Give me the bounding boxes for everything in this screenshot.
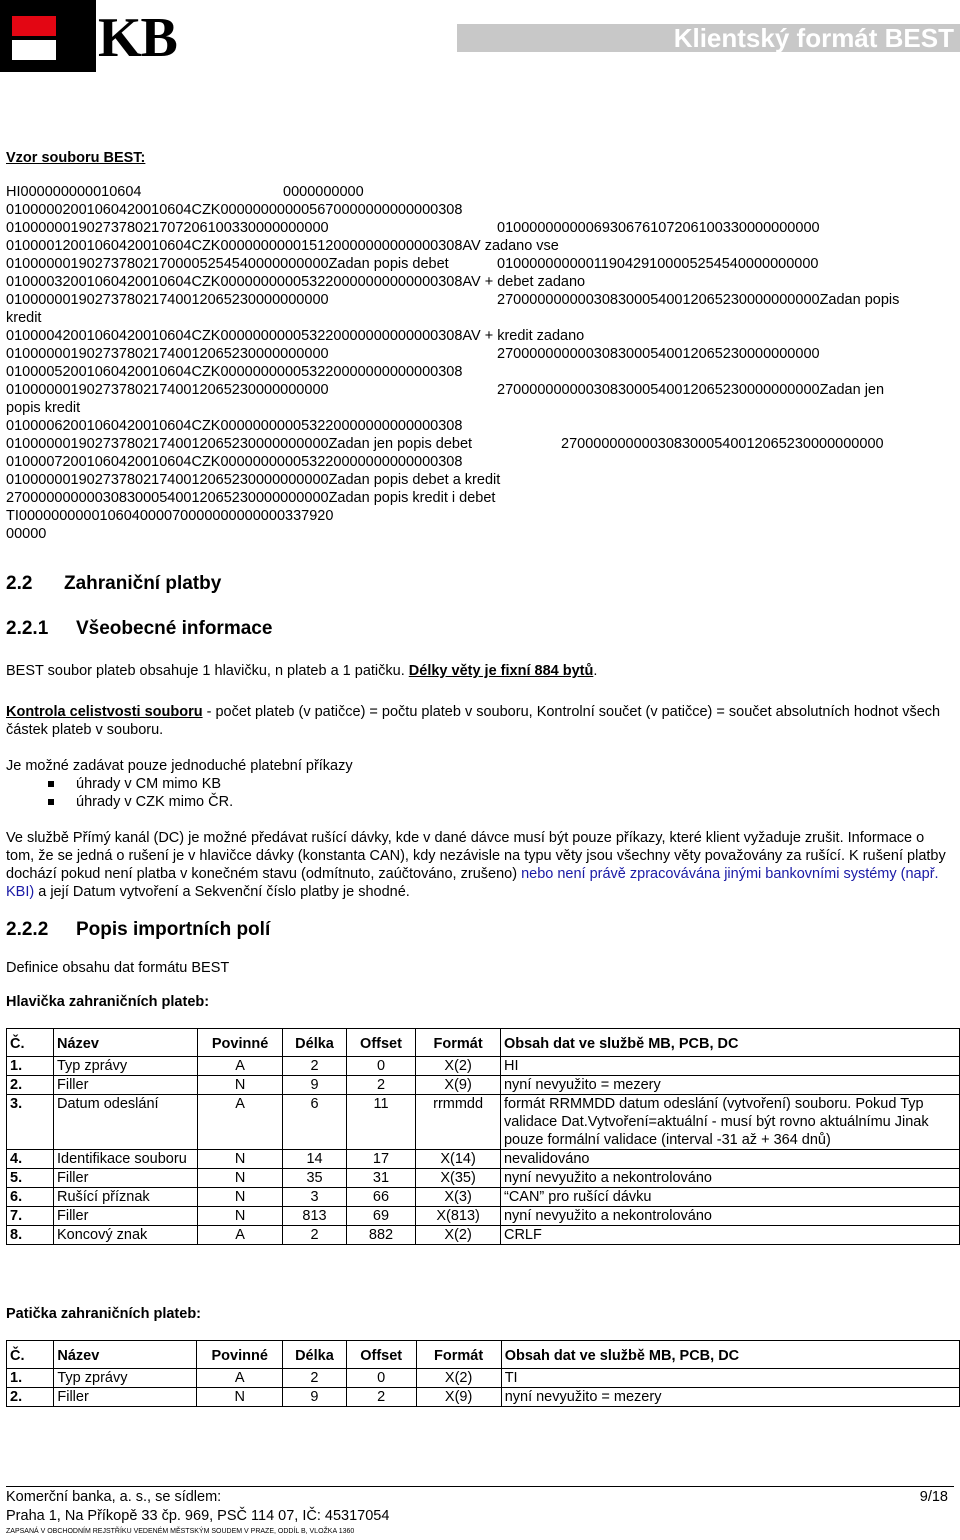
section-number: 2.2: [6, 573, 33, 594]
table-row: [7, 1369, 960, 1388]
sample-line: TI000000000010604000070000000000000337920: [6, 508, 334, 524]
document-title-bar: [457, 24, 960, 52]
table-row: [7, 1076, 960, 1095]
paragraph-best-structure: BEST soubor plateb obsahuje 1 hlavičku, n plateb a 1 patičku. Délky věty je fixní 884 bytů.: [6, 663, 598, 679]
table-cell: nevalidováno: [500, 1150, 959, 1169]
table-cell: Filler: [53, 1207, 197, 1226]
sample-file-lines: [6, 183, 956, 543]
table-cell: Typ zprávy: [53, 1057, 197, 1076]
footer-fields-table: [6, 1340, 960, 1407]
section-number: 2.2.1: [6, 618, 49, 639]
table-cell: 11: [346, 1095, 415, 1150]
footer-address: Praha 1, Na Příkopě 33 čp. 969, PSČ 114 07, IČ: 45317054: [6, 1508, 390, 1524]
section-number: 2.2.2: [6, 919, 49, 940]
table-cell: N: [197, 1207, 282, 1226]
table-cell: 66: [346, 1188, 415, 1207]
column-header: Č.: [7, 1341, 54, 1369]
sample-line: 0100000019027378021740012065230000000000 2700000000003083000540012065230000000000Zadan popis: [6, 292, 900, 308]
sample-line: popis kredit: [6, 400, 81, 416]
table-cell: Datum odeslání: [53, 1095, 197, 1150]
table-cell: Filler: [53, 1076, 197, 1095]
header-table-caption: Hlavička zahraničních plateb:: [6, 994, 210, 1010]
table-cell: 2: [283, 1369, 347, 1388]
table-row: [7, 1388, 960, 1407]
table-cell: TI: [501, 1369, 959, 1388]
table-cell: 2.: [7, 1076, 54, 1095]
section-2-2-2-heading: [6, 919, 270, 941]
sample-line: 0100000200106042001060​4CZK000000000005670000000000000308: [6, 202, 463, 218]
table-cell: X(813): [416, 1207, 501, 1226]
table-cell: Typ zprávy: [54, 1369, 197, 1388]
footer-divider: [6, 1486, 954, 1487]
kb-logo-mark: [0, 0, 96, 72]
table-cell: 3.: [7, 1095, 54, 1150]
table-cell: X(3): [416, 1188, 501, 1207]
sample-line: 0100000019027378021740012065230000000000Zadan popis debet a kredit: [6, 472, 501, 488]
table-cell: 2: [283, 1226, 347, 1245]
column-header: Název: [54, 1341, 197, 1369]
table-cell: A: [197, 1369, 283, 1388]
table-cell: 0: [346, 1369, 416, 1388]
column-header: Obsah dat ve službě MB, PCB, DC: [501, 1341, 959, 1369]
table-cell: X(2): [416, 1057, 501, 1076]
table-cell: 69: [346, 1207, 415, 1226]
table-cell: rrmmdd: [416, 1095, 501, 1150]
column-header: Povinné: [197, 1029, 282, 1057]
table-cell: 2: [346, 1388, 416, 1407]
column-header: Offset: [346, 1341, 416, 1369]
table-cell: 5.: [7, 1169, 54, 1188]
table-cell: CRLF: [500, 1226, 959, 1245]
table-cell: X(14): [416, 1150, 501, 1169]
table-cell: 2.: [7, 1388, 54, 1407]
table-cell: 31: [346, 1169, 415, 1188]
table-cell: 0: [346, 1057, 415, 1076]
highlighted-text: nebo není právě zpracovávána jinými bankovními systémy (např. KBI): [6, 866, 939, 900]
table-cell: 882: [346, 1226, 415, 1245]
paragraph-simple-orders: Je možné zadávat pouze jednoduché platební příkazy úhrady v CM mimo KB úhrady v CZK mimo ČR.: [6, 757, 954, 811]
table-cell: 1.: [7, 1057, 54, 1076]
paragraph-definition: Definice obsahu dat formátu BEST: [6, 960, 230, 976]
table-cell: formát RRMMDD datum odeslání (vytvoření) souboru. Pokud Typ validace Dat.Vytvoření=aktuální - musí být rovno aktuálnímu Jinak pouze formální validace (interval -31 až + 364 dnů): [500, 1095, 959, 1150]
table-cell: 17: [346, 1150, 415, 1169]
table-cell: 6.: [7, 1188, 54, 1207]
sample-line: 01000072001060420010604CZK000000000053220000000000000308: [6, 454, 463, 470]
section-title: Zahraniční platby: [64, 573, 222, 594]
fixed-length-note: Délky věty je fixní 884 bytů: [408, 663, 594, 679]
column-header: Název: [53, 1029, 197, 1057]
logo-white-block: [12, 40, 56, 60]
sample-line: 0100000019027378021740012065230000000000Zadan jen popis debet 2700000000003083000540012065230000000000: [6, 436, 884, 452]
sample-line: 0100000019027378021740012065230000000000 2700000000003083000540012065230000000000Zadan jen: [6, 382, 885, 398]
sample-line: kredit: [6, 310, 42, 326]
table-cell: 4.: [7, 1150, 54, 1169]
section-2-2-1-heading: [6, 618, 272, 640]
table-cell: nyní nevyužito a nekontrolováno: [500, 1169, 959, 1188]
table-cell: X(2): [416, 1369, 501, 1388]
table-cell: N: [197, 1150, 282, 1169]
sample-line: 0100000019027378021707206100330000000000 0100000000006930676107206100330000000000: [6, 220, 820, 236]
sample-heading: Vzor souboru BEST:: [6, 150, 146, 166]
paragraph-cancel-batches: Ve službě Přímý kanál (DC) je možné předávat rušící dávky, kde v dané dávce musí být pouze příkazy, které klient vyžaduje zrušit. Informace o tom, že se jedná o rušení je v hlavičce dávky (konstanta CAN), kdy nezávisle na typu věty jsou všechny věty považovány za rušící. K rušení platby dochází pokud není platba v konečném stavu (odmítnuto, zaúčtováno, zrušeno) nebo není právě zpracovávána jinými bankovními systémy (např. KBI) a její Datum vytvoření a Sekvenční číslo platby je shodné.: [6, 830, 946, 900]
table-cell: N: [197, 1388, 283, 1407]
kb-logo-text: KB: [98, 7, 177, 69]
table-cell: 9: [283, 1076, 347, 1095]
table-cell: A: [197, 1095, 282, 1150]
logo-red-block: [12, 16, 56, 36]
table-cell: X(35): [416, 1169, 501, 1188]
sample-line: 01000042001060420010604CZK000000000053220000000000000308AV + kredit zadano: [6, 328, 585, 344]
list-item: úhrady v CM mimo KB: [6, 775, 954, 793]
table-cell: 3: [283, 1188, 347, 1207]
list-item: úhrady v CZK mimo ČR.: [6, 793, 954, 811]
table-cell: Filler: [53, 1169, 197, 1188]
document-title: Klientský formát BEST: [673, 23, 954, 53]
header-fields-table: [6, 1028, 960, 1245]
table-cell: nyní nevyužito a nekontrolováno: [500, 1207, 959, 1226]
table-cell: HI: [500, 1057, 959, 1076]
payment-types-list: [6, 775, 954, 811]
table-cell: X(9): [416, 1388, 501, 1407]
column-header: Formát: [416, 1029, 501, 1057]
section-title: Popis importních polí: [76, 919, 271, 940]
sample-line: 0100000019027378021740012065230000000000 2700000000003083000540012065230000000000: [6, 346, 820, 362]
column-header: Povinné: [197, 1341, 283, 1369]
table-header-row: [7, 1029, 960, 1057]
column-header: Délka: [283, 1029, 347, 1057]
column-header: Obsah dat ve službě MB, PCB, DC: [500, 1029, 959, 1057]
table-cell: 1.: [7, 1369, 54, 1388]
sample-line: 01000052001060420010604CZK000000000053220000000000000308: [6, 364, 463, 380]
table-row: [7, 1188, 960, 1207]
table-cell: 7.: [7, 1207, 54, 1226]
paragraph-file-integrity: Kontrola celistvosti souboru - počet plateb (v patičce) = počtu plateb v souboru, Kontrolní součet (v patičce) = součet absolutních hodnot všech částek plateb v souboru.: [6, 704, 941, 738]
table-cell: N: [197, 1076, 282, 1095]
table-cell: Koncový znak: [53, 1226, 197, 1245]
sample-line: 00000: [6, 526, 47, 542]
table-row: [7, 1207, 960, 1226]
column-header: Č.: [7, 1029, 54, 1057]
section-2-2-heading: [6, 573, 221, 595]
sample-line: 01000062001060420010604CZK000000000053220000000000000308: [6, 418, 463, 434]
table-row: [7, 1095, 960, 1150]
table-row: [7, 1226, 960, 1245]
integrity-term: Kontrola celistvosti souboru: [6, 704, 203, 720]
table-cell: 9: [283, 1388, 347, 1407]
sample-line: HI000000000010604 0000000000: [6, 184, 364, 200]
footer-registry: ZAPSANÁ V OBCHODNÍM REJSTŘÍKU VEDENÉM MĚSTSKÝM SOUDEM V PRAZE, ODDÍL B, VLOŽKA 1360: [6, 1528, 355, 1535]
table-row: [7, 1169, 960, 1188]
footer-company: Komerční banka, a. s., se sídlem:: [6, 1489, 222, 1505]
table-cell: 6: [283, 1095, 347, 1150]
table-cell: N: [197, 1188, 282, 1207]
sample-line: 2700000000003083000540012065230000000000Zadan popis kredit i debet: [6, 490, 496, 506]
table-cell: Filler: [54, 1388, 197, 1407]
table-cell: A: [197, 1226, 282, 1245]
sample-line: 01000012001060420010604CZK000000000015120000000000000308AV zadano vse: [6, 238, 559, 254]
table-cell: 813: [283, 1207, 347, 1226]
table-cell: 8.: [7, 1226, 54, 1245]
table-header-row: [7, 1341, 960, 1369]
table-row: [7, 1057, 960, 1076]
section-title: Všeobecné informace: [76, 618, 273, 639]
table-cell: X(9): [416, 1076, 501, 1095]
table-cell: Identifikace souboru: [53, 1150, 197, 1169]
table-cell: 2: [346, 1076, 415, 1095]
column-header: Délka: [283, 1341, 347, 1369]
table-cell: 2: [283, 1057, 347, 1076]
sample-line: 01000032001060420010604CZK000000000053220000000000000308AV + debet zadano: [6, 274, 586, 290]
column-header: Formát: [416, 1341, 501, 1369]
table-cell: Rušící příznak: [53, 1188, 197, 1207]
table-cell: 14: [283, 1150, 347, 1169]
table-cell: nyní nevyužito = mezery: [500, 1076, 959, 1095]
table-cell: X(2): [416, 1226, 501, 1245]
table-row: [7, 1150, 960, 1169]
table-cell: 35: [283, 1169, 347, 1188]
table-cell: nyní nevyužito = mezery: [501, 1388, 959, 1407]
table-cell: “CAN” pro rušící dávku: [500, 1188, 959, 1207]
table-cell: A: [197, 1057, 282, 1076]
sample-line: 0100000019027378021700005254540000000000Zadan popis debet 0100000000001190429100005254540000000000: [6, 256, 819, 272]
table-cell: N: [197, 1169, 282, 1188]
page-number: 9/18: [919, 1489, 948, 1505]
column-header: Offset: [346, 1029, 415, 1057]
footer-table-caption: Patička zahraničních plateb:: [6, 1306, 202, 1322]
